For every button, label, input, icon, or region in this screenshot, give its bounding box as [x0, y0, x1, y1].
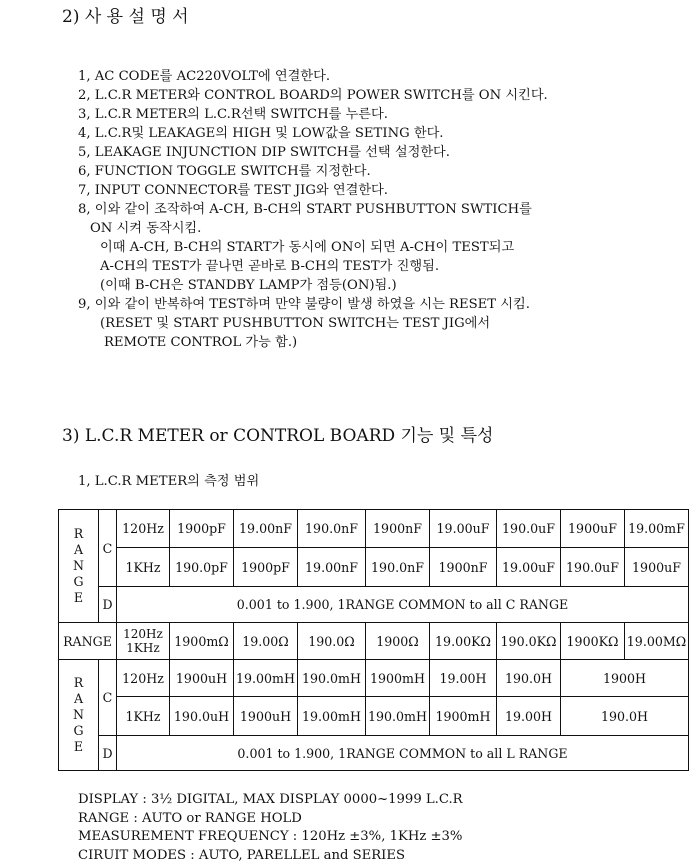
table-cell: 1900H — [561, 660, 689, 697]
d-label: D — [99, 587, 117, 623]
table-cell: 19.00KΩ — [430, 623, 497, 660]
table-cell: 19.00uF — [430, 510, 497, 548]
table-cell: 190.0nF — [366, 548, 430, 587]
table-cell: 19.00MΩ — [625, 623, 689, 660]
step-8-note-3: (이때 B-CH은 STANDBY LAMP가 점등(ON)됨.) — [100, 278, 397, 293]
section-2-title: 2) 사 용 설 명 서 — [62, 7, 189, 27]
table-cell: 190.0H — [497, 660, 561, 697]
r-row — [59, 623, 689, 660]
table-cell: 19.00Ω — [234, 623, 298, 660]
table-cell: 1900uH — [170, 660, 234, 697]
spec-range: RANGE : AUTO or RANGE HOLD — [78, 810, 302, 826]
table-cell: 1900uF — [561, 510, 625, 548]
table-cell: 1900KΩ — [561, 623, 625, 660]
table-cell: 19.00mH — [298, 697, 366, 736]
l-row-1khz — [59, 697, 689, 736]
r-range-label: RANGE — [59, 623, 117, 660]
table-cell: 120Hz — [117, 660, 170, 697]
step-3: 3, L.C.R METER의 L.C.R선택 SWITCH를 누른다. — [78, 107, 388, 122]
table-cell: 19.00mF — [625, 510, 689, 548]
l-d-row — [59, 736, 689, 771]
c-range-label: R A N G E — [59, 510, 99, 623]
table-cell: 190.0uF — [561, 548, 625, 587]
step-8-note-2: A-CH의 TEST가 끝나면 곧바로 B-CH의 TEST가 진행됨. — [100, 259, 440, 274]
l-row-120hz — [59, 660, 689, 697]
table-cell: 1900uF — [625, 548, 689, 587]
c-label-l: C — [99, 660, 117, 736]
step-8-note-1: 이때 A-CH, B-CH의 START가 동시에 ON이 되면 A-CH이 TEST되고 — [100, 240, 515, 255]
c-row-1khz — [59, 548, 689, 587]
step-6: 6, FUNCTION TOGGLE SWITCH를 지정한다. — [78, 164, 371, 179]
measurement-range-table — [58, 509, 689, 771]
step-8: 8, 이와 같이 조작하여 A-CH, B-CH의 START PUSHBUTTON SWTICH를 — [78, 202, 532, 217]
table-cell: 120Hz — [117, 510, 170, 548]
l-range-note: 0.001 to 1.900, 1RANGE COMMON to all L RANGE — [117, 736, 689, 771]
table-cell: 190.0Ω — [298, 623, 366, 660]
table-cell: 1KHz — [117, 697, 170, 736]
table-cell: 190.0mH — [366, 697, 430, 736]
table-cell: 190.0uH — [170, 697, 234, 736]
table-cell: 19.00uF — [497, 548, 561, 587]
table-cell: 19.00H — [497, 697, 561, 736]
c-label: C — [99, 510, 117, 587]
table-cell: 190.0H — [561, 697, 689, 736]
spec-frequency: MEASUREMENT FREQUENCY : 120Hz ±3%, 1KHz ±3% — [78, 829, 463, 844]
step-8-cont: ON 시켜 동작시킴. — [90, 221, 202, 236]
step-9-note-2: REMOTE CONTROL 가능 함.) — [104, 335, 298, 350]
table-cell: 19.00nF — [298, 548, 366, 587]
table-cell: 1900mΩ — [170, 623, 234, 660]
step-5: 5, LEAKAGE INJUNCTION DIP SWITCH를 선택 설정한다. — [78, 145, 450, 160]
table-cell: 19.00nF — [234, 510, 298, 548]
l-range-label: R A N G E — [59, 660, 99, 771]
spec-display: DISPLAY : 3½ DIGITAL, MAX DISPLAY 0000~1999 L.C.R — [78, 792, 463, 807]
table-cell: 19.00H — [430, 660, 497, 697]
table-cell: 1900Ω — [366, 623, 430, 660]
table-cell: 1900pF — [170, 510, 234, 548]
step-1: 1, AC CODE를 AC220VOLT에 연결한다. — [78, 69, 331, 84]
step-9-note-1: (RESET 및 START PUSHBUTTON SWITCH는 TEST JIG에서 — [100, 316, 491, 331]
table-cell: 1900nF — [366, 510, 430, 548]
spec-circuit-modes: CIRUIT MODES : AUTO, PARELLEL and SERIES — [78, 847, 406, 863]
c-row-120hz — [59, 510, 689, 548]
r-freq: 120Hz 1KHz — [117, 623, 170, 660]
measurement-range-subtitle: 1, L.C.R METER의 측정 범위 — [78, 474, 260, 489]
table-cell: 1KHz — [117, 548, 170, 587]
step-9: 9, 이와 같이 반복하여 TEST하며 만약 불량이 발생 하였을 시는 RESET 시킴. — [78, 297, 530, 312]
section-3-title: 3) L.C.R METER or CONTROL BOARD 기능 및 특성 — [62, 426, 494, 446]
table-cell: 190.0KΩ — [497, 623, 561, 660]
c-range-note: 0.001 to 1.900, 1RANGE COMMON to all C RANGE — [117, 587, 689, 623]
table-cell: 190.0pF — [170, 548, 234, 587]
d-label-l: D — [99, 736, 117, 771]
table-cell: 1900mH — [366, 660, 430, 697]
table-cell: 190.0uF — [497, 510, 561, 548]
instruction-list — [78, 67, 548, 352]
specifications — [78, 791, 463, 865]
table-cell: 1900uH — [234, 697, 298, 736]
table-cell: 190.0mH — [298, 660, 366, 697]
table-cell: 190.0nF — [298, 510, 366, 548]
table-cell: 19.00mH — [234, 660, 298, 697]
table-cell: 1900pF — [234, 548, 298, 587]
c-d-row — [59, 587, 689, 623]
step-7: 7, INPUT CONNECTOR를 TEST JIG와 연결한다. — [78, 183, 388, 198]
table-cell: 1900mH — [430, 697, 497, 736]
step-2: 2, L.C.R METER와 CONTROL BOARD의 POWER SWITCH를 ON 시킨다. — [78, 88, 548, 103]
table-cell: 1900nF — [430, 548, 497, 587]
step-4: 4, L.C.R및 LEAKAGE의 HIGH 및 LOW값을 SETING 한다. — [78, 126, 444, 141]
